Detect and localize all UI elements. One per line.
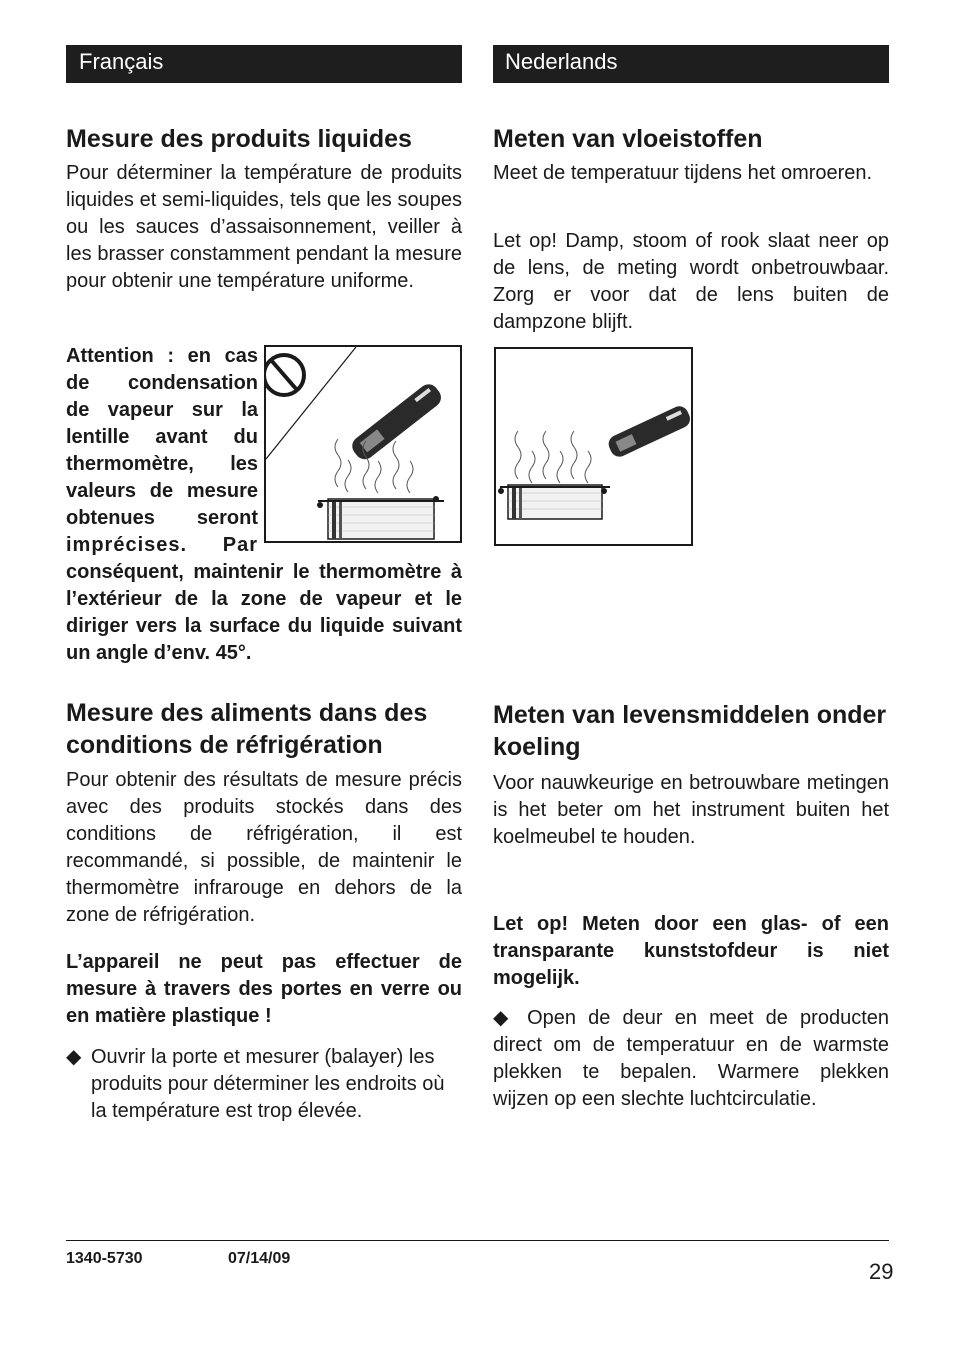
footer-divider (66, 1240, 889, 1241)
warning-line: de condensation (66, 372, 258, 394)
warning-line: obtenues seront (66, 507, 258, 529)
liquids-body2-nl: Let op! Damp, stoom of rook slaat neer op de lens, de meting wordt onbetrouwbaar. Zorg er voor dat de lens buiten de dampzone blijft. (493, 230, 889, 333)
bullet-text-nl: ◆ Open de deur en meet de producten direct om de temperatuur en de warmste plekken te bepalen. Warmere plekken wijzen op een slechte luchtcirculatie. (493, 1007, 890, 1110)
heading-refrigeration-fr: Mesure des aliments dans des conditions de réfrigération (66, 699, 428, 759)
thermometer-outside-steam-icon (496, 349, 691, 544)
warning-line: lentille avant du (66, 426, 258, 448)
french-column (66, 45, 462, 1122)
illustration-wrong-angle (264, 345, 462, 543)
document-code: 1340-5730 (66, 1250, 143, 1267)
dutch-column (493, 45, 890, 1110)
language-header-french: Français (66, 45, 462, 83)
liquids-body-fr: Pour déterminer la température de produits liquides et semi-liquides, tels que les soupes ou les sauces d’assaisonnement, veiller à les brasser constamment pendant la mesure pour obtenir une température uniforme. (66, 162, 462, 292)
diamond-bullet-icon: ◆ (493, 1007, 515, 1029)
refrigeration-body-fr: Pour obtenir des résultats de mesure précis avec des produits stockés dans des conditions de réfrigération, il est recommandé, si possible, de maintenir le thermomètre infrarouge en dehors de la zone de réfrigération. (66, 769, 462, 926)
warning-steam-fr (66, 343, 258, 559)
warning-line: Attention : en cas (66, 345, 258, 367)
document-date: 07/14/09 (228, 1250, 291, 1267)
bullet-text-fr: Ouvrir la porte et mesurer (balayer) les produits pour déterminer les endroits où la température est trop élevée. (91, 1046, 445, 1122)
refrigeration-body-nl: Voor nauwkeurige en betrouwbare metingen is het beter om het instrument buiten het koelmeubel te houden. (493, 772, 889, 848)
diamond-bullet-icon: ◆ (66, 1046, 82, 1068)
page-number: 29 (869, 1259, 894, 1284)
warning-glass-door-fr: L’appareil ne peut pas effectuer de mesure à travers des portes en verre ou en matière plastique ! (66, 951, 462, 1027)
warning-line: imprécises. Par (66, 534, 258, 556)
illustration-correct-angle (494, 347, 693, 546)
warning-line: valeurs de mesure (66, 480, 258, 502)
heading-liquids-fr: Mesure des produits liquides (66, 125, 412, 153)
thermometer-in-steam-icon (266, 347, 460, 541)
bullet-item-nl (493, 1005, 889, 1113)
warning-glass-door-nl: Let op! Meten door een glas- of een transparante kunststofdeur is niet mogelijk. (493, 913, 889, 989)
bullet-item-fr (66, 1044, 462, 1125)
warning-steam-tail-fr: conséquent, maintenir le thermomètre à l’extérieur de la zone de vapeur et le diriger vers la surface du liquide suivant un angle d’env. 45°. (66, 561, 462, 664)
heading-liquids-nl: Meten van vloeistoffen (493, 125, 763, 153)
warning-line: thermomètre, les (66, 453, 258, 475)
heading-refrigeration-nl: Meten van levensmiddelen onder koeling (493, 701, 887, 761)
liquids-body1-nl: Meet de temperatuur tijdens het omroeren. (493, 162, 873, 184)
warning-line: de vapeur sur la (66, 399, 258, 421)
language-header-dutch: Nederlands (493, 45, 889, 83)
